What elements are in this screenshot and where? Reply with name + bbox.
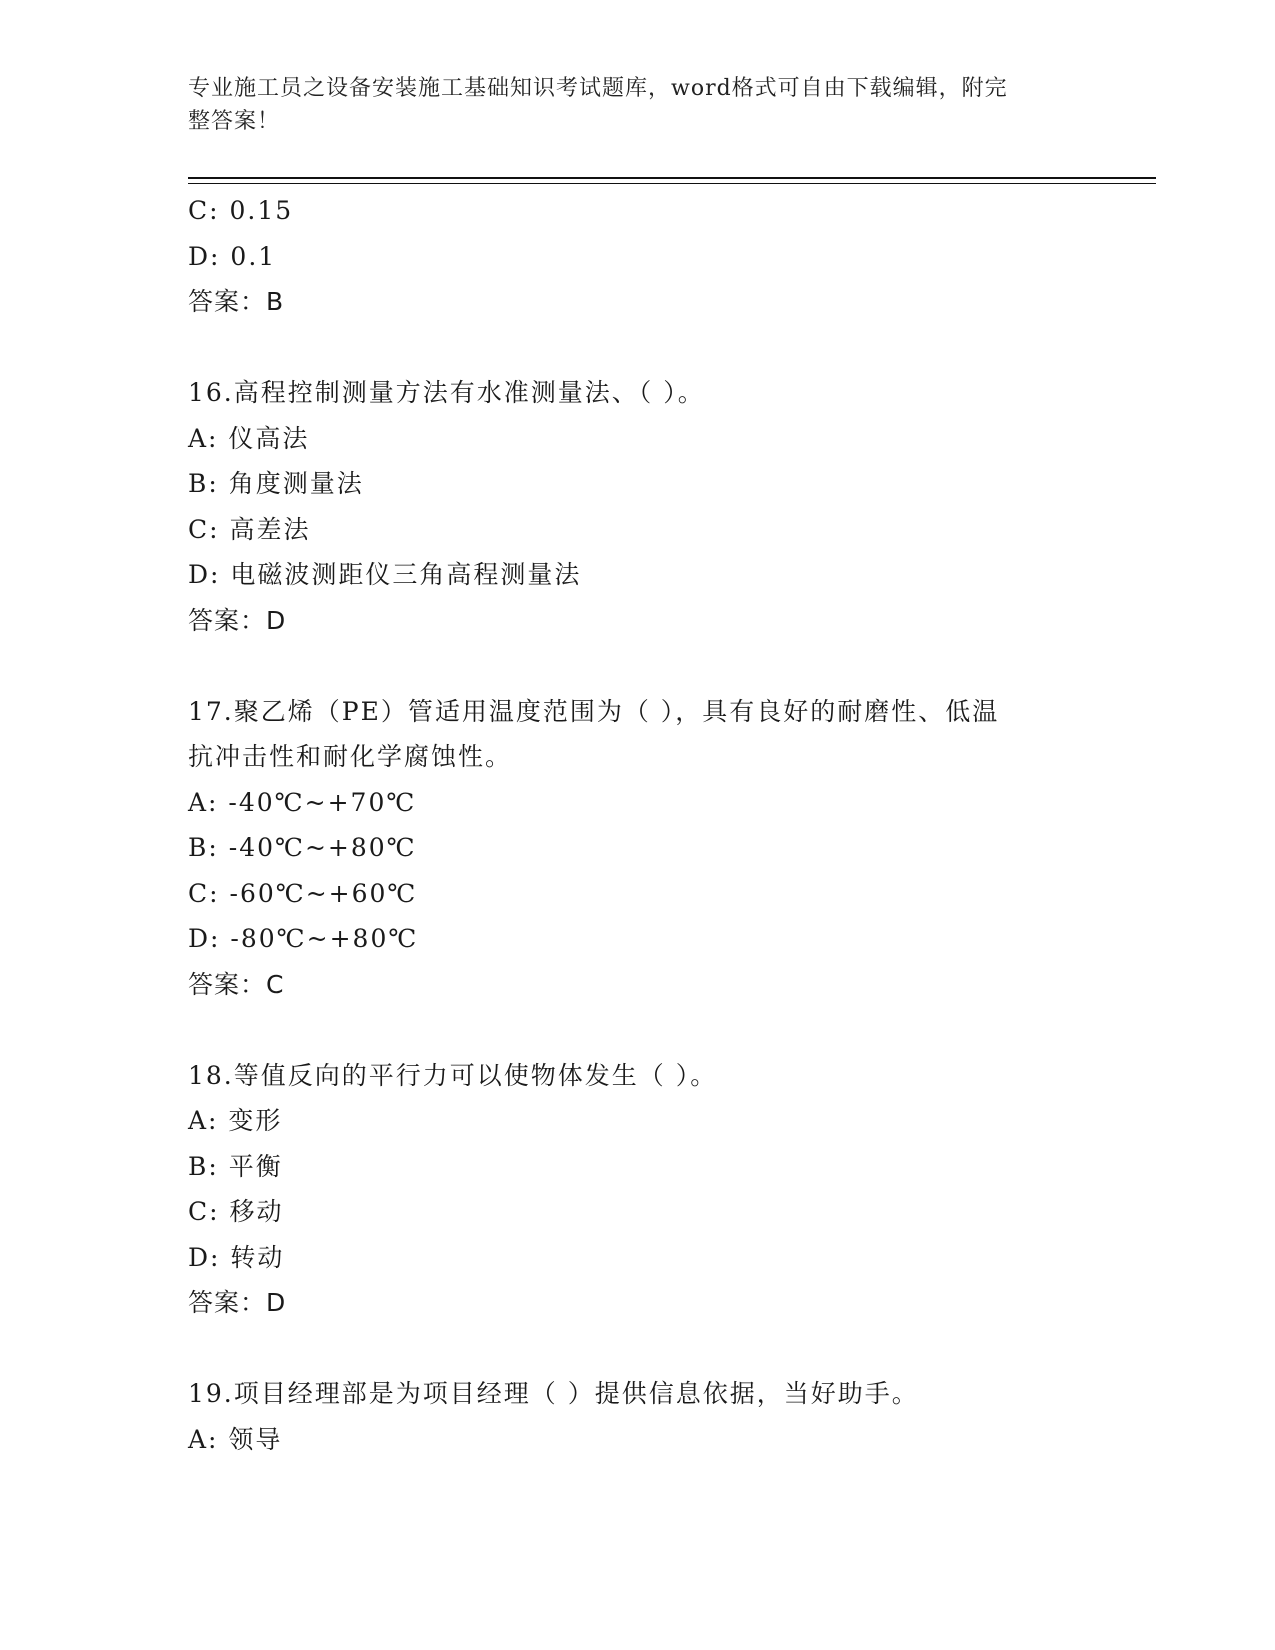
option-line: A: 仪高法 [188,423,310,453]
question-text: 17.聚乙烯（PE）管适用温度范围为（ ），具有良好的耐磨性、低温 [188,696,1000,726]
question-text: 18.等值反向的平行力可以使物体发生（ ）。 [188,1060,718,1090]
option-line: B: 平衡 [188,1151,283,1181]
option-line: C: 0.15 [188,196,294,225]
answer-line: 答案：C [188,969,285,999]
header-line-2: 整答案！ [188,109,281,134]
option-line: C: 高差法 [188,514,311,544]
answer-line: 答案：D [188,605,287,635]
blank-line [188,325,1088,371]
option-line: B: 角度测量法 [188,469,364,498]
blank-line [188,643,1088,689]
option-line: A: 领导 [188,1424,283,1454]
document-header [188,72,1088,138]
question-list [188,188,1088,1462]
option-line: A: -40℃~+70℃ [188,787,417,817]
option-line: D: 电磁波测距仪三角高程测量法 [188,560,582,589]
header-line-1: 专业施工员之设备安装施工基础知识考试题库，word格式可自由下载编辑，附完 [188,76,1008,101]
header-rule-thick [188,177,1156,179]
question-text: 19.项目经理部是为项目经理（ ）提供信息依据，当好助手。 [188,1379,919,1408]
option-line: B: -40℃~+80℃ [188,833,417,862]
question-text: 抗冲击性和耐化学腐蚀性。 [188,742,513,771]
header-rule-thin [188,183,1156,184]
option-line: D: 转动 [188,1242,285,1272]
answer-line: 答案：D [188,1288,287,1317]
option-line: D: -80℃~+80℃ [188,924,419,953]
option-line: C: 移动 [188,1197,284,1226]
blank-line [188,1007,1088,1053]
option-line: D: 0.1 [188,241,277,271]
answer-line: 答案：B [188,287,285,316]
option-line: A: 变形 [188,1106,283,1135]
question-text: 16.高程控制测量方法有水准测量法、（ ）。 [188,378,705,407]
blank-line [188,1326,1088,1372]
option-line: C: -60℃~+60℃ [188,878,418,908]
